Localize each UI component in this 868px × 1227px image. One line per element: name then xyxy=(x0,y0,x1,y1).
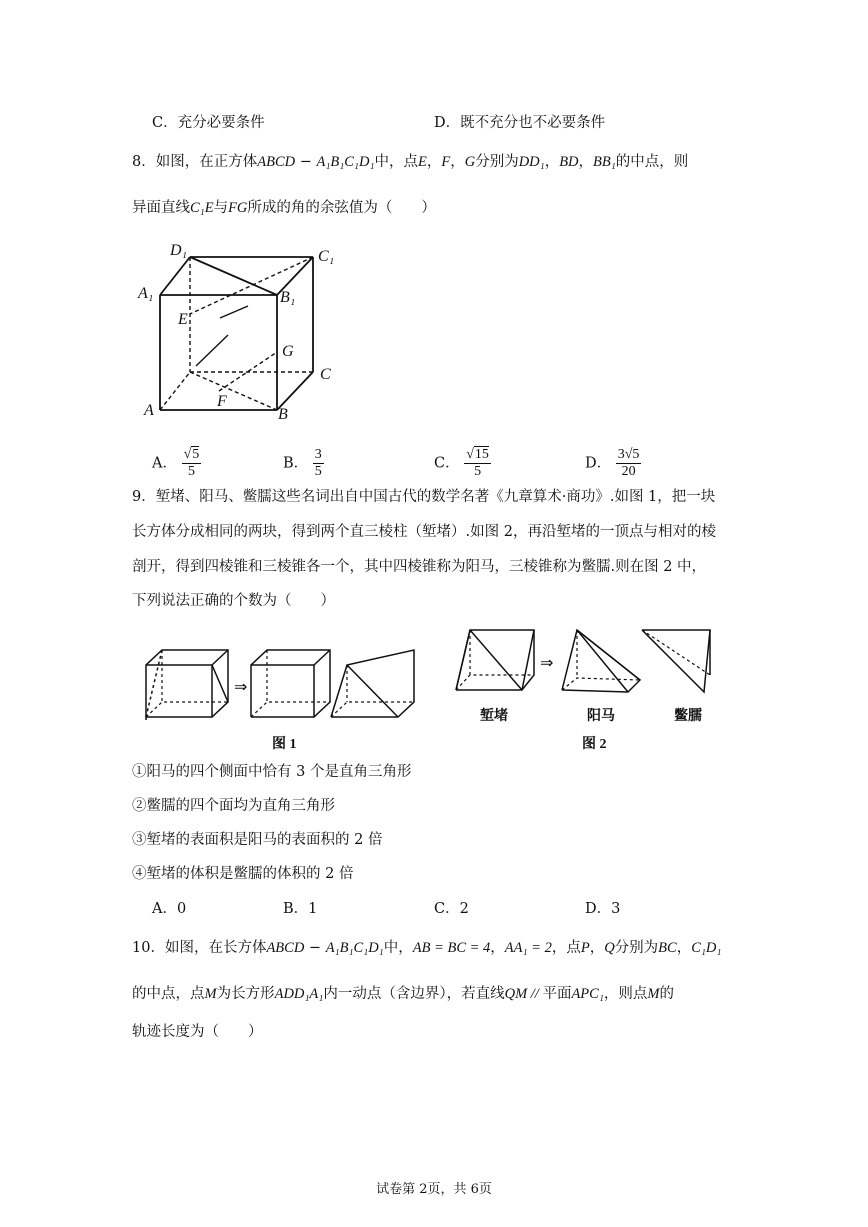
q9-option-d: D．3 xyxy=(585,901,621,917)
q9-option-c: C．2 xyxy=(434,901,469,917)
fig1-arrow: ⇒ xyxy=(234,679,248,696)
q10-stem-line3: 轨迹长度为（ ） xyxy=(132,1024,263,1040)
fig2-label-bienao: 鳖臑 xyxy=(674,709,702,724)
q8-option-d: D． $\frac{3√5}{20}$ xyxy=(585,447,640,479)
label-G: G xyxy=(282,343,294,360)
fig2-label-qiandu: 堑堵 xyxy=(480,709,508,724)
page-footer: 试卷第 2页，共 6页 xyxy=(376,1182,492,1197)
q9-option-a: A．0 xyxy=(152,901,187,917)
q8-cube-figure xyxy=(130,238,350,428)
fig2-label-yangma: 阳马 xyxy=(587,709,615,724)
q9-statement-1: ①阳马的四个侧面中恰有 3 个是直角三角形 xyxy=(132,764,412,780)
label-B: B xyxy=(278,406,288,423)
label-E: E xyxy=(178,311,188,328)
label-F: F xyxy=(217,393,227,410)
q7-option-d: D．既不充分也不必要条件 xyxy=(434,115,606,131)
q9-statement-4: ④堑堵的体积是鳖臑的体积的 2 倍 xyxy=(132,866,354,882)
q9-stem-line1: 9．堑堵、阳马、鳖臑这些名词出自中国古代的数学名著《九章算术·商功》.如图 1，把一块 xyxy=(132,489,716,505)
label-C: C xyxy=(320,366,331,383)
q9-statement-3: ③堑堵的表面积是阳马的表面积的 2 倍 xyxy=(132,832,383,848)
fig1-caption: 图 1 xyxy=(272,737,297,752)
q10-stem-line2: 的中点，点M为长方形ADD₁A₁内一动点（含边界），若直线QM // 平面APC₁，则点M的 xyxy=(132,986,674,1002)
q8-option-c: C． $\frac{√15}{5}$ xyxy=(434,447,489,479)
q7-option-c: C．充分必要条件 xyxy=(152,115,265,131)
q8-option-a: A． $\frac{√5}{5}$ xyxy=(152,447,200,479)
label-A1: A₁ xyxy=(138,285,154,302)
q9-figure-2 xyxy=(452,620,722,755)
q9-stem-line2: 长方体分成相同的两块，得到两个直三棱柱（堑堵）.如图 2，再沿堑堵的一顶点与相对的棱 xyxy=(132,524,716,540)
q10-stem-line1: 10．如图，在长方体ABCD − A₁B₁C₁D₁中，AB = BC = 4，AA₁ = 2，点P，Q分别为BC，C₁D₁ xyxy=(132,940,722,956)
fig2-arrow: ⇒ xyxy=(540,655,554,672)
label-C1: C₁ xyxy=(318,248,335,265)
q9-stem-line4: 下列说法正确的个数为（ ） xyxy=(132,593,335,609)
q8-option-b: B． $\frac{3}{5}$ xyxy=(283,447,322,479)
label-B1: B₁ xyxy=(280,289,296,306)
q9-figure-1 xyxy=(134,640,434,755)
q9-statement-2: ②鳖臑的四个面均为直角三角形 xyxy=(132,798,335,814)
q9-stem-line3: 剖开，得到四棱锥和三棱锥各一个，其中四棱锥称为阳马，三棱锥称为鳖臑.则在图 2 中， xyxy=(132,559,707,575)
q8-stem-line1: 8．如图，在正方体ABCD − A₁B₁C₁D₁中，点E，F，G分别为DD₁，BD，BB₁的中点，则 xyxy=(132,154,689,170)
q9-option-b: B．1 xyxy=(283,901,318,917)
label-A: A xyxy=(144,402,154,419)
q8-stem-line2: 异面直线C₁E与FG所成的角的余弦值为（ ） xyxy=(132,200,436,216)
fig2-caption: 图 2 xyxy=(582,737,607,752)
label-D1: D₁ xyxy=(170,242,188,259)
